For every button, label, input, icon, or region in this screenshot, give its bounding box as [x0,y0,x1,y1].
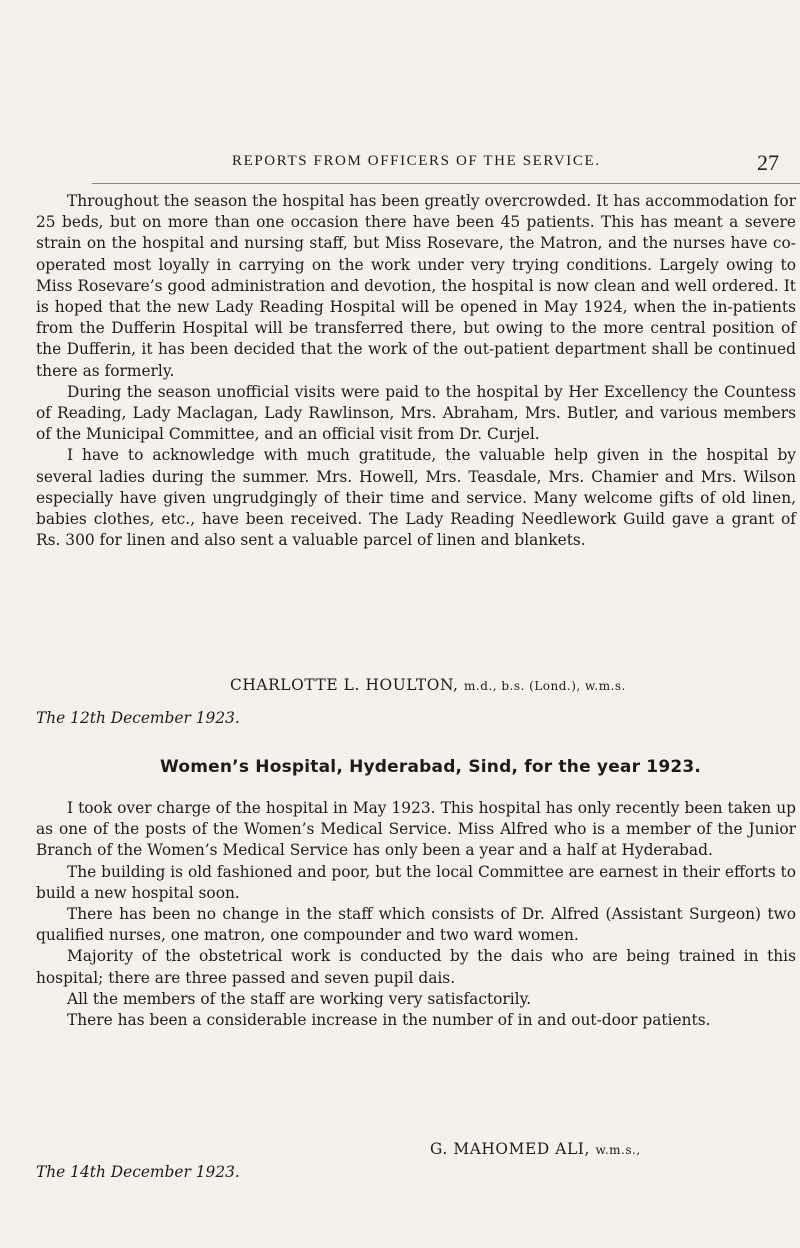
paragraph: Throughout the season the hospital has been greatly overcrowded. It has accommodation for 25 beds, but on more than one occasion there have been 45 patients. This has meant a severe strain on the hospital and nursing staff, but Miss Rosevare, the Matron, and the nurses have co-operated most loyally in carrying on the work under very trying conditions. Largely owing to Miss Rosevare’s good administration and devotion, the hospital is now clean and well ordered. It is hoped that the new Lady Reading Hospital will be opened in May 1924, when the in-patients from the Dufferin Hospital will be transferred there, but owing to the more central position of the Dufferin, it has been decided that the work of the out-patient department shall be continued there as formerly. [36,192,796,380]
section-heading: Women’s Hospital, Hyderabad, Sind, for the year 1923. [160,757,702,777]
page-number: 27 [757,150,779,175]
paragraph: There has been no change in the staff which consists of Dr. Alfred (Assistant Surgeon) two qualified nurses, one matron, one compounder and two ward women. [36,905,796,945]
signature-houlton [230,676,626,694]
report-houlton-body [36,191,796,551]
paragraph: There has been a considerable increase in the number of in and out-door patients. [67,1011,711,1030]
signature-degrees: w.m.s., [595,1143,641,1157]
paragraph: All the members of the staff are working very satisfactorily. [67,989,532,1008]
running-title: REPORTS FROM OFFICERS OF THE SERVICE. [232,153,601,169]
paragraph: The building is old fashioned and poor, but the local Committee are earnest in their efforts to build a new hospital soon. [36,862,796,902]
signature-mahomed [430,1140,641,1158]
paragraph: I have to acknowledge with much gratitude, the valuable help given in the hospital by several ladies during the summer. Mrs. Howell, Mrs. Teasdale, Mrs. Chamier and Mrs. Wilson especially have given ungrudgingly of their time and service. Many welcome gifts of old linen, babies clothes, etc., have been received. The Lady Reading Needlework Guild gave a grant of Rs. 300 for linen and also sent a valuable parcel of linen and blankets. [36,446,796,550]
date-houlton: The 12th December 1923. [36,709,240,727]
signature-name: G. MAHOMED ALI, [430,1140,590,1158]
report-mahomed-body [36,798,796,1031]
date-mahomed: The 14th December 1923. [36,1163,240,1181]
paragraph: I took over charge of the hospital in May 1923. This hospital has only recently been taken up as one of the posts of the Women’s Medical Service. Miss Alfred who is a member of the Junior Branch of the Women’s Medical Service has only been a year and a half at Hyderabad. [36,799,796,860]
signature-degrees: m.d., b.s. (Lond.), w.m.s. [464,679,626,693]
running-header [0,150,800,179]
signature-name: CHARLOTTE L. HOULTON, [230,676,459,694]
header-rule [92,183,800,184]
paragraph: Majority of the obstetrical work is conducted by the dais who are being trained in this hospital; there are three passed and seven pupil dais. [36,947,796,987]
paragraph: During the season unofficial visits were paid to the hospital by Her Excellency the Countess of Reading, Lady Maclagan, Lady Rawlinson, Mrs. Abraham, Mrs. Butler, and various members of the Municipal Committee, and an official visit from Dr. Curjel. [36,382,796,444]
